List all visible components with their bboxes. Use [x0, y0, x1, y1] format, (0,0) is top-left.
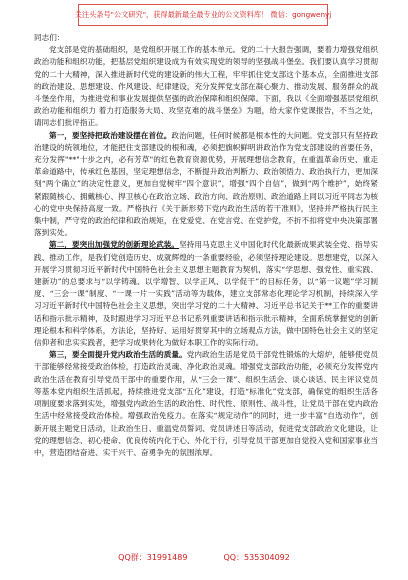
document-body	[34, 32, 378, 459]
section-3-heading: 第三，要全面提升党内政治生活的质量。	[49, 350, 187, 360]
promo-banner-text: 关注头条号"公文研究"，获得最新最全最专业的公文资料库！ 微信：gongwenyj	[74, 10, 332, 19]
section-1-heading: 第一，要坚持把政治建设摆在首位。	[49, 130, 172, 140]
greeting: 同志们：	[34, 33, 65, 42]
section-1-paragraph	[34, 130, 378, 240]
section-1-body: 政治问题，任何时候都是根本性的大问题。党支部只有坚持政治建设的统领地位，才能把住支部建设的根和魂，必须把旗帜鲜明讲政治作为党支部建设的首要任务，充分发挥"**"十步之内，必有芳草"的红色教育资源优势，开展理想信念教育，在重温革命历史、重走革命道路中，传承红色基因，坚定理想信念，不断提升政治判断力、政治领悟力、政治执行力，更加深刻“两个确立”的决定性意义，更加自觉树牢“四个意识”，增强“四个自信”，做到“两个维护”，始终紧紧跟随核心、拥戴核心、捍卫核心在政治立场、政治方向、政治原则、政治道路上同以习近平同志为核心的党中央保持高度一致。严格执行《关于新形势下党内政治生活的若干准则》，坚持并严格执行民主集中制，严守党的政治纪律和政治规矩，在党爱党、在党言党、在党护党，不折不扣将党中央决策部署落到实处。	[34, 130, 378, 238]
section-3-paragraph	[34, 349, 378, 459]
section-3-body: 党内政治生活是党员干部党性锻炼的大熔炉，能够使党员干部能够经常接受政治体检，打造政治灵魂、净化政治灵魂。增强党支部政治功能，必须充分发挥党内政治生活在教育引导党员干部中的重要作用，从“三会一课”、组织生活会、谈心谈话、民主评议党员等基本党内组织生活抓起，持续推进党支部“五化”建设，打造“标准化”党支部，确保党的组织生活各项制度要求落到实处，增强党内政治生活的政治性、时代性、原则性、战斗性，让党员干部在党内政治生活中经常接受政治体检。增强政治免疫力。在落实“规定动作”的同时，进一步丰富“自选动作”，创新开展主题党日活动，让政治生日、重温党员誓词、党员讲述日等活动，促进党支部政治文化建设，让党的理想信念、初心使命、优良传统内化于心、外化于行，引导党员干部更加自觉投入党和国家事业当中，营造团结奋进、实干兴干、奋勇争先的氛围浓厚。	[34, 350, 379, 457]
promo-banner	[74, 4, 332, 26]
section-2-body: 坚持用马克思主义中国化时代化最新成果武装全党、指导实践、推动工作，是我们党创造历史、成就辉煌的一条重要经验，必须坚持理论建设。思想建党，以深入开展学习贯彻习近平新时代中国特色社会主义思想主题教育为契机，落实“学思想、强党性、重实践、建新功”的总要求与“以学铸魂、以学增智、以学正风、以学促干”的目标任务，以“第一议题”学习制度、“三会一课”制度、“一课一片一实践”活动等为载体，建立支部常态化理论学习机制，持续深入学习习近平新时代中国特色社会主义思想，突出学习党的二十大精神、习近平总书记关于**工作的重要讲话和指示批示精神，及时跟进学习习近平总书记系列重要讲话和指示批示精神，全面系统掌握党的创新理论根本和科学体系，方法论，坚持好、运用好贯穿其中的立场观点方法，做中国特色社会主义的坚定信仰者和忠实实践者，把学习成果转化为做好本职工作的实际行动。	[34, 240, 379, 348]
contact-footer	[0, 552, 408, 572]
qq-group-label: QQ群：31991489	[118, 553, 188, 562]
section-2-heading: 第二，要突出加强党的创新理论武装。	[49, 240, 180, 250]
qq-contact-label: QQ：535304092	[223, 553, 290, 562]
intro-paragraph: 党支部是党的基础组织，是党组织开展工作的基本单元。党的二十大报告强调，要着力增强党组织政治功能和组织功能，把基层党组织建设成为有效实现党的领导的坚强战斗堡垒。我们要认真学习贯彻党的二十大精神，深入推进新时代党的建设新的伟大工程，牢牢抓住党支部这个基本点，全面推进支部的政治建设、思想建设、作风建设、纪律建设，充分发挥党支部在凝心聚力、推动发展、服务群众的战斗堡垒作用，为推进党和事业发展提供坚强的政治保障和组织保障。下面，我以《全面增强基层党组织政治功能和组织力 着力打造服务大局、攻坚克难的战斗堡垒》为题，给大家作党课报告，不当之处，请同志们批评指正。	[34, 45, 378, 128]
section-2-paragraph	[34, 239, 378, 349]
